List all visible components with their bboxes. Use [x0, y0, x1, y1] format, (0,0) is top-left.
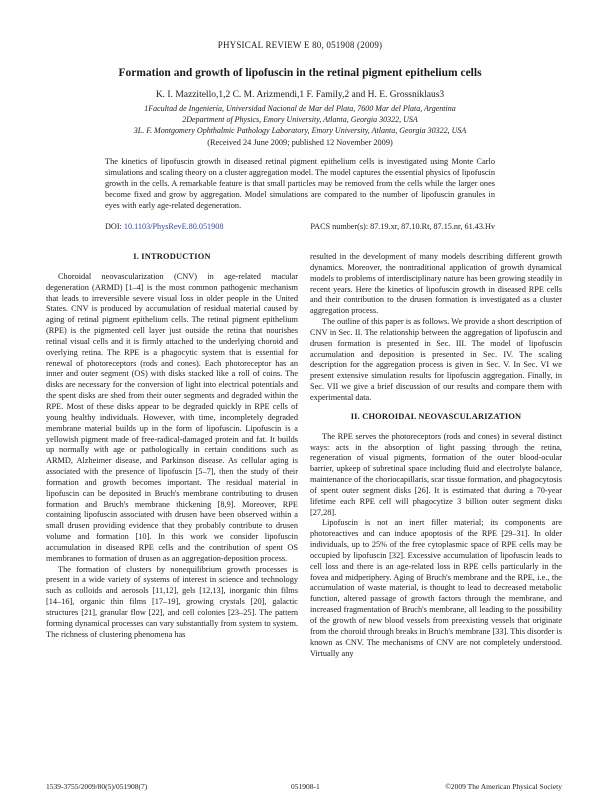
- section-heading-introduction: I. INTRODUCTION: [133, 252, 211, 261]
- left-column: [46, 252, 298, 641]
- author-list: K. I. Mazzitello,1,2 C. M. Arizmendi,1 F. Family,2 and H. E. Grossniklaus3: [155, 90, 445, 100]
- affiliation-1: 1Facultad de Ingeniería, Universidad Nacional de Mar del Plata, 7600 Mar del Plata, Argentina: [144, 104, 456, 113]
- affiliation-2: 2Department of Physics, Emory University, Atlanta, Georgia 30322, USA: [182, 115, 418, 124]
- right-column: [310, 252, 562, 659]
- doi-label: DOI:: [105, 222, 122, 231]
- intro-paragraph-2: The formation of clusters by nonequilibrium growth processes is present in a wide variety of systems of interest in science and technology such as colloids and aerosols [11,12], gels [12,13], inorganic thin films [14–16], organic thin films [17–19], growing crystals [20], galactic structures [21], granular flow [22], and cell colonies [23–25]. The pattern forming dynamical processes can vary substantially from system to system. The richness of clustering phenomena has: [46, 564, 298, 639]
- page-footer: [46, 782, 562, 792]
- cnv-paragraph-1: The RPE serves the photoreceptors (rods and cones) in several distinct ways: acts in the absorption of light passing through the retina, regeneration of visual pigments, formation of the outer blood-ocular barrier, upkeep of subretinal space including fluid and electrolyte balance, maintenance of the choriocapillaris, scar tissue formation, and phagocytosis of spent outer segment disks [26]. It is estimated that during a 70-year lifetime each RPE cell will phagocytize 3 billion outer segment disks [27,28].: [310, 431, 562, 517]
- section-heading-cnv: II. CHOROIDAL NEOVASCULARIZATION: [350, 411, 522, 421]
- article-title: Formation and growth of lipofuscin in the retinal pigment epithelium cells: [118, 67, 482, 79]
- pacs-numbers: PACS number(s): 87.19.xr, 87.10.Rt, 87.15.nr, 61.43.Hv: [310, 222, 495, 231]
- intro-paragraph-1: Choroidal neovascularization (CNV) in age-related macular degeneration (ARMD) [1–4] is the most common pathogenic mechanism that leads to irreversible severe visual loss in older people in the United States. CNV is produced by accumulation of residual material caused by aging of retinal pigment epithelium cells. The retinal pigment epithelium (RPE) is the pigmented cell layer just outside the retina that nourishes retinal visual cells and it is firmly attached to the underlying choroid and overlying retina. The RPE is a phagocytic system that is essential for renewal of photoreceptors (rods and cones). Each photoreceptor has an inner and outer segment (OS) with disks stacked like a roll of coins. The disks are necessary for the conversion of light into electrical potentials and the spent disks are shed from their outer segments and degraded within the RPE. Most of these disks appear to be degraded quickly in RPE cells of young healthy individuals. However, with time, incompletely degraded membrane material builds up in the form of lipofuscin. Lipofuscin is a yellowish pigment made of free-radical-damaged protein and fat. It builds up normally with age or pathologically in certain conditions such as ARMD, Alzheimer disease, and Parkinson disease. As cellular aging is associated with the presence of lipofuscin [5–7], then the study of their formation and growth becomes important. The residual material in lipofuscin can be deposited in Bruch's membrane contributing to drusen formation and Bruch's membrane thickening [8,9]. Moreover, RPE containing lipofuscin associated with drusen have been observed within a small drusen providing evidence that they probably contribute to drusen volume and formation [10]. In this work we consider lipofuscin accumulation in diseased RPE cells and the contribution of spent OS membranes to formation of drusen as an aggregation-deposition process.: [46, 271, 298, 563]
- running-head: PHYSICAL REVIEW E 80, 051908 (2009): [217, 40, 383, 50]
- intro-paragraph-3: resulted in the development of many models describing different growth dynamics. Moreover, the nontraditional application of growth dynamical models to problems of interdisciplinary nature has been growing steadily in recent years. Here the kinetics of lipofuscin growth in diseased RPE cells and their contribution to the drusen formation is investigated as a cluster aggregation process.: [310, 252, 562, 316]
- affiliations: [60, 103, 540, 136]
- intro-paragraph-4: The outline of this paper is as follows. We provide a short description of CNV in Sec. II. The relationship between the aggregation of lipofuscin and drusen formation is presented in Sec. III. The model of lipofuscin accumulation and deposition is presented in Sec. IV. The scaling description for the aggregation process is given in Sec. V. In Sec. VI we present extensive simulation results for lipofuscin aggregation. Finally, in Sec. VII we give a brief discussion of our results and compare them with experimental data.: [310, 317, 562, 402]
- footer-page-number: 051908-1: [291, 782, 320, 791]
- identifiers-row: [105, 222, 495, 234]
- doi: [105, 222, 223, 231]
- cnv-paragraph-2: Lipofuscin is not an inert filler material; its components are photoreactives and can induce apoptosis of the RPE [29–31]. In older individuals, up to 25% of the free cytoplasmic space of RPE cells may be occupied by lipofuscin [32]. Excessive accumulation of lipofuscin leads to cell loss and there is an age-related loss in RPE cells particularly in the fovea and midperiphery. Aging of Bruch's membrane and the RPE, i.e., the accumulation of waste material, is thought to lead to decreased metabolic function, altered passage of growth factors through the membrane, and increased fragmentation of Bruch's membrane, all leading to the possibility of the growth of new blood vessels from preexisting vessels that originate from the choroid through breaks in Bruch's membrane [33]. This disorder is known as CNV. The mechanisms of CNV are not completely understood. Virtually any: [310, 518, 562, 658]
- footer-copyright: ©2009 The American Physical Society: [445, 782, 562, 791]
- abstract: The kinetics of lipofuscin growth in diseased retinal pigment epithelium cells is investigated using Monte Carlo simulations and scaling theory on a cluster aggregation model. The model captures the essential physics of lipofuscin growth in the cells. A remarkable feature is that small particles may be removed from the cells while the larger ones become fixed and grow by aggregation. Model simulations are compared to the number of lipofuscin granules in eyes with early age-related degeneration.: [105, 157, 495, 210]
- footer-issn: 1539-3755/2009/80(5)/051908(7): [46, 782, 148, 791]
- doi-link[interactable]: 10.1103/PhysRevE.80.051908: [123, 222, 224, 231]
- affiliation-3: 3L. F. Montgomery Ophthalmic Pathology Laboratory, Emory University, Atlanta, Georgia 30322, USA: [133, 126, 467, 135]
- received-date: (Received 24 June 2009; published 12 November 2009): [207, 138, 393, 147]
